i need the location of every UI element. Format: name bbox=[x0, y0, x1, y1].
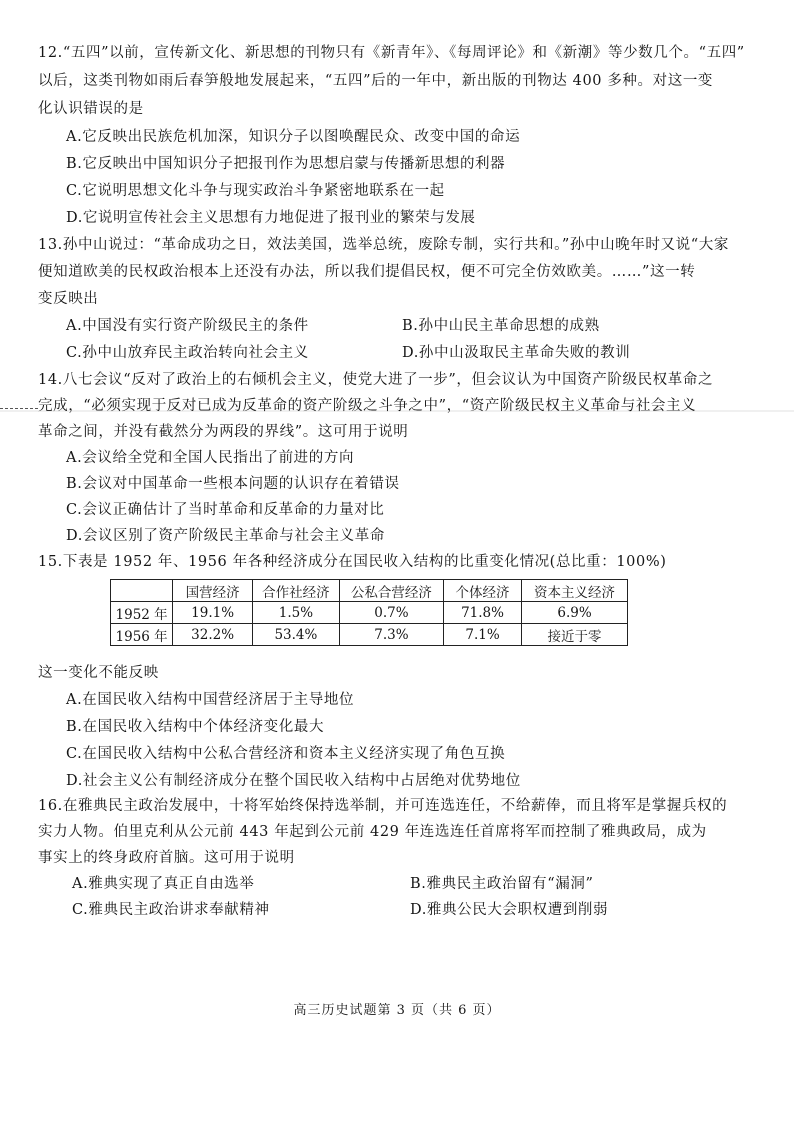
question-13-stem-line-2: 便知道欧美的民权政治根本上还没有办法，所以我们提倡民权，便不可完全仿效欧美。……”这一转 bbox=[38, 264, 696, 280]
question-14-option-c[interactable]: C.会议正确估计了当时革命和反革命的力量对比 bbox=[66, 502, 385, 518]
question-15-option-d[interactable]: D.社会主义公有制经济成分在整个国民收入结构中占居绝对优势地位 bbox=[66, 773, 521, 789]
question-13-option-b[interactable]: B.孙中山民主革命思想的成熟 bbox=[402, 318, 600, 334]
question-13-stem-line-1: 13.孙中山说过：“革命成功之日，效法美国，选举总统，废除专制，实行共和。”孙中山晚年时又说“大家 bbox=[38, 237, 729, 253]
question-16-stem-line-3: 事实上的终身政府首脑。这可用于说明 bbox=[38, 850, 295, 866]
question-15-stem-line-1: 15.下表是 1952 年、1956 年各种经济成分在国民收入结构的比重变化情况(总比重：100%) bbox=[38, 554, 667, 570]
table-row bbox=[111, 624, 628, 646]
question-14-stem-line-3: 革命之间，并没有截然分为两段的界线”。这可用于说明 bbox=[38, 424, 409, 440]
table-header-cell: 公私合营经济 bbox=[339, 580, 443, 602]
table-header-row bbox=[111, 580, 628, 602]
question-15-option-a[interactable]: A.在国民收入结构中国营经济居于主导地位 bbox=[66, 692, 355, 708]
question-15-after-text: 这一变化不能反映 bbox=[38, 665, 159, 681]
question-12-stem-line-3: 化认识错误的是 bbox=[38, 101, 144, 117]
table-cell: 19.1% bbox=[173, 602, 253, 624]
question-15-option-c[interactable]: C.在国民收入结构中公私合营经济和资本主义经济实现了角色互换 bbox=[66, 746, 506, 762]
question-12-option-a[interactable]: A.它反映出民族危机加深，知识分子以图唤醒民众、改变中国的命运 bbox=[66, 129, 521, 145]
question-13-option-d[interactable]: D.孙中山汲取民主革命失败的教训 bbox=[402, 345, 631, 361]
question-13-option-a[interactable]: A.中国没有实行资产阶级民主的条件 bbox=[66, 318, 309, 334]
fold-dash-mark bbox=[0, 408, 38, 409]
question-14-option-a[interactable]: A.会议给全党和全国人民指出了前进的方向 bbox=[66, 450, 355, 466]
economy-table bbox=[110, 579, 628, 646]
scan-line bbox=[0, 410, 794, 412]
question-14-option-d[interactable]: D.会议区别了资产阶级民主革命与社会主义革命 bbox=[66, 528, 385, 544]
question-14-stem-line-2: 完成，“必须实现于反对已成为反革命的资产阶级之斗争之中”，“资产阶级民权主义革命与社会主义 bbox=[38, 398, 697, 414]
table-cell: 6.9% bbox=[522, 602, 628, 624]
question-14-option-b[interactable]: B.会议对中国革命一些根本问题的认识存在着错误 bbox=[66, 476, 400, 492]
page-footer: 高三历史试题第 3 页（共 6 页） bbox=[293, 1003, 501, 1018]
table-cell: 0.7% bbox=[339, 602, 443, 624]
table-header-cell bbox=[111, 580, 173, 602]
table-cell: 1952 年 bbox=[111, 602, 173, 624]
table-cell: 32.2% bbox=[173, 624, 253, 646]
table-header-cell: 合作社经济 bbox=[253, 580, 340, 602]
question-12-stem-line-2: 以后，这类刊物如雨后春笋般地发展起来，“五四”后的一年中，新出版的刊物达 400 多种。对这一变 bbox=[38, 73, 714, 89]
question-16-stem-line-2: 实力人物。伯里克利从公元前 443 年起到公元前 429 年连选连任首席将军而控制了雅典政局，成为 bbox=[38, 824, 707, 840]
table-cell: 1956 年 bbox=[111, 624, 173, 646]
question-13-stem-line-3: 变反映出 bbox=[38, 291, 99, 307]
question-12-stem-line-1: 12.“五四”以前，宣传新文化、新思想的刊物只有《新青年》、《每周评论》和《新潮》等少数几个。“五四” bbox=[38, 45, 745, 61]
table-cell: 7.3% bbox=[339, 624, 443, 646]
table-cell: 7.1% bbox=[443, 624, 521, 646]
question-16-option-c[interactable]: C.雅典民主政治讲求奉献精神 bbox=[72, 902, 270, 918]
table-cell: 1.5% bbox=[253, 602, 340, 624]
table-header-cell: 个体经济 bbox=[443, 580, 521, 602]
question-13-option-c[interactable]: C.孙中山放弃民主政治转向社会主义 bbox=[66, 345, 309, 361]
question-16-option-b[interactable]: B.雅典民主政治留有“漏洞” bbox=[410, 876, 594, 892]
table-cell: 53.4% bbox=[253, 624, 340, 646]
question-15-option-b[interactable]: B.在国民收入结构中个体经济变化最大 bbox=[66, 719, 325, 735]
question-12-option-c[interactable]: C.它说明思想文化斗争与现实政治斗争紧密地联系在一起 bbox=[66, 183, 445, 199]
question-14-stem-line-1: 14.八七会议“反对了政治上的右倾机会主义，使党大进了一步”，但会议认为中国资产阶级民权革命之 bbox=[38, 372, 714, 388]
table-header-cell: 国营经济 bbox=[173, 580, 253, 602]
question-12-option-d[interactable]: D.它说明宣传社会主义思想有力地促进了报刊业的繁荣与发展 bbox=[66, 210, 476, 226]
table-cell: 71.8% bbox=[443, 602, 521, 624]
question-16-option-d[interactable]: D.雅典公民大会职权遭到削弱 bbox=[410, 902, 609, 918]
question-16-stem-line-1: 16.在雅典民主政治发展中，十将军始终保持选举制，并可连选连任，不给薪俸，而且将军是掌握兵权的 bbox=[38, 798, 728, 814]
table-row bbox=[111, 602, 628, 624]
question-16-option-a[interactable]: A.雅典实现了真正自由选举 bbox=[72, 876, 255, 892]
table-cell: 接近于零 bbox=[522, 624, 628, 646]
question-12-option-b[interactable]: B.它反映出中国知识分子把报刊作为思想启蒙与传播新思想的利器 bbox=[66, 156, 506, 172]
table-header-cell: 资本主义经济 bbox=[522, 580, 628, 602]
